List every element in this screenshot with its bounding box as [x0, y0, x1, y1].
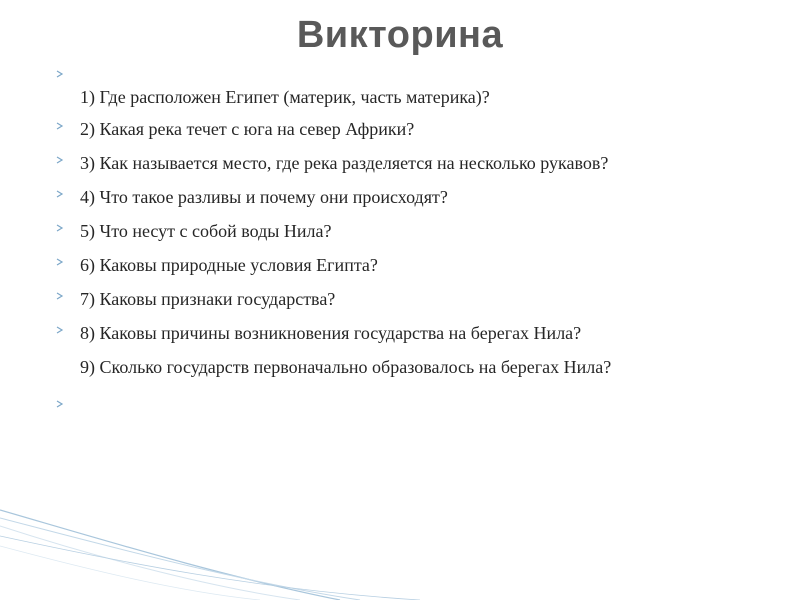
- bullet-icon: [56, 190, 64, 198]
- question-6: 6) Каковы природные условия Египта?: [80, 255, 378, 275]
- list-item: [52, 152, 772, 174]
- question-7: 7) Каковы признаки государства?: [80, 289, 336, 309]
- question-1: 1) Где расположен Египет (материк, часть материка)?: [80, 87, 490, 107]
- list-item-empty: [52, 396, 772, 430]
- list-item: [52, 186, 772, 208]
- list-item: [52, 356, 772, 378]
- list-item: [52, 66, 772, 108]
- list-item: [52, 322, 772, 344]
- bullet-icon: [56, 70, 64, 78]
- decorative-swoosh: [0, 496, 800, 600]
- bullet-icon: [56, 156, 64, 164]
- question-list: [52, 66, 772, 430]
- list-item: [52, 254, 772, 276]
- bullet-icon: [56, 292, 64, 300]
- list-item: [52, 288, 772, 310]
- question-9: 9) Сколько государств первоначально образовалось на берегах Нила?: [80, 357, 612, 377]
- question-5: 5) Что несут с собой воды Нила?: [80, 221, 332, 241]
- bullet-icon: [56, 122, 64, 130]
- bullet-icon: [56, 258, 64, 266]
- question-3: 3) Как называется место, где река разделяется на несколько рукавов?: [80, 153, 609, 173]
- question-4: 4) Что такое разливы и почему они происходят?: [80, 187, 448, 207]
- bullet-icon: [56, 400, 64, 408]
- bullet-icon: [56, 326, 64, 334]
- bullet-icon: [56, 224, 64, 232]
- list-item: [52, 220, 772, 242]
- question-2: 2) Какая река течет с юга на север Африки?: [80, 119, 415, 139]
- slide-title: Викторина: [296, 14, 504, 56]
- list-item: [52, 118, 772, 140]
- question-8: 8) Каковы причины возникновения государства на берегах Нила?: [80, 323, 582, 343]
